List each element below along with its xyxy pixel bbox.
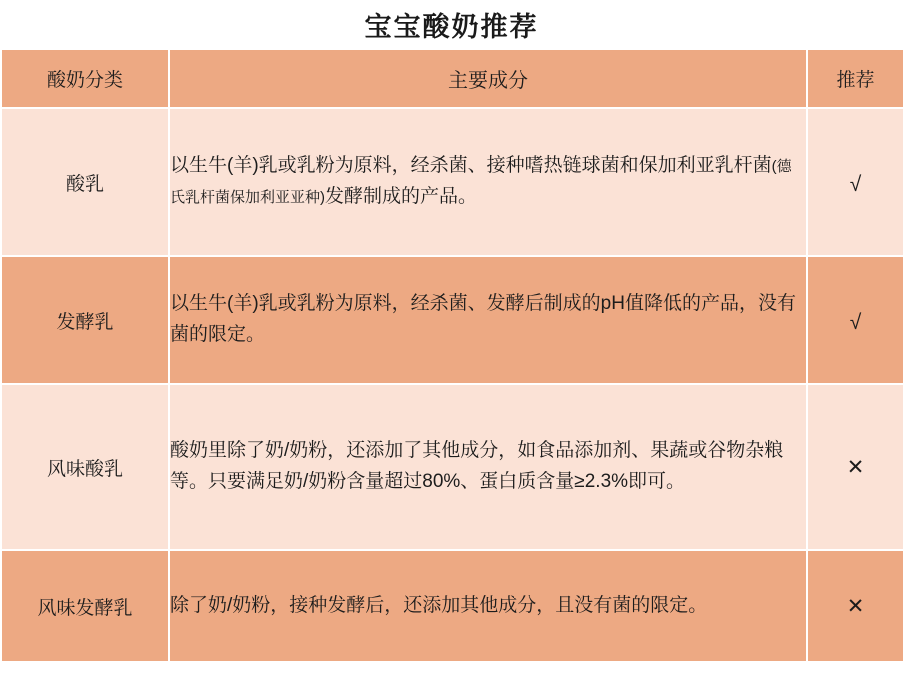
ingredient-text-tail: 发酵制成的产品。 [325,186,478,207]
ingredient-text-main: 以生牛(羊)乳或乳粉为原料，经杀菌、发酵后制成的pH值降低的产品，没有菌的限定。 [170,293,796,345]
column-header-recommend: 推荐 [807,49,903,108]
table-row [1,108,903,256]
cell-recommend [807,550,903,662]
cell-category: 风味酸乳 [1,384,169,550]
ingredient-text-main: 以生牛(羊)乳或乳粉为原料，经杀菌、接种嗜热链球菌和保加利亚乳杆菌 [170,155,772,177]
cell-category: 酸乳 [1,108,169,256]
cell-category: 发酵乳 [1,256,169,384]
table-row [1,256,903,384]
yogurt-recommendation-table [0,48,903,663]
cell-recommend [807,384,903,550]
cross-icon: ✕ [846,595,865,618]
cell-ingredients [169,256,807,384]
ingredient-text-main: 酸奶里除了奶/奶粉，还添加了其他成分，如食品添加剂、果蔬或谷物杂粮等。只要满足奶/奶粉含量超过80%、蛋白质含量≥2.3%即可。 [170,440,784,492]
cell-ingredients [169,550,807,662]
cross-icon: ✕ [846,456,865,479]
check-icon: √ [849,311,862,334]
check-icon: √ [849,173,862,196]
ingredient-text-main: 除了奶/奶粉，接种发酵后，还添加其他成分，且没有菌的限定。 [170,594,708,616]
cell-ingredients [169,108,807,256]
cell-recommend [807,256,903,384]
column-header-ingredients: 主要成分 [169,49,807,108]
cell-recommend [807,108,903,256]
cell-category: 风味发酵乳 [1,550,169,662]
page-title: 宝宝酸奶推荐 [0,0,903,48]
table-row [1,550,903,662]
table-header-row [1,49,903,108]
ingredient-text-note: (德氏乳杆菌保加利亚亚种) [170,158,792,206]
column-header-category: 酸奶分类 [1,49,169,108]
table-row [1,384,903,550]
cell-ingredients [169,384,807,550]
